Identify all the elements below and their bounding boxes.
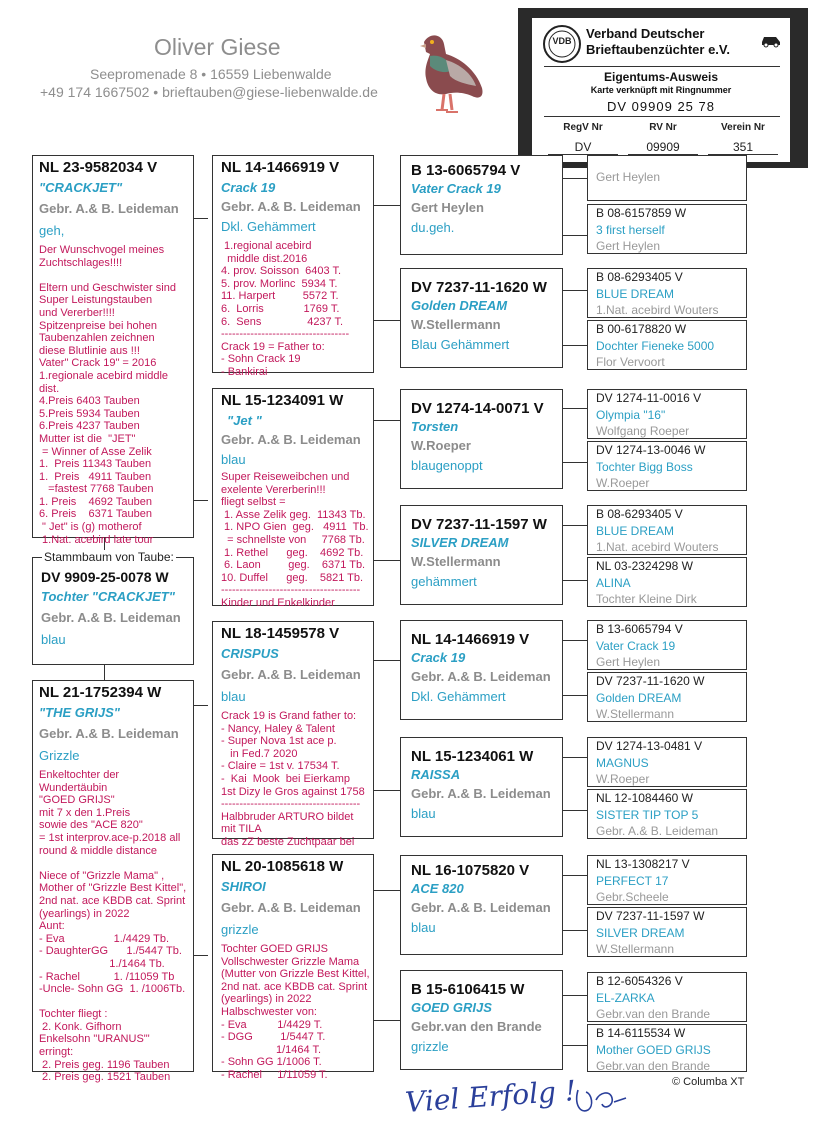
g4-name: EL-ZARKA — [596, 991, 655, 1005]
g4-name: Tochter Bigg Boss — [596, 460, 693, 474]
father-box — [32, 155, 194, 546]
g3-color: blaugenoppt — [411, 458, 483, 473]
mf-name: CRISPUS — [221, 646, 279, 661]
pigeon-image — [410, 30, 488, 125]
subject-color: blau — [41, 632, 66, 647]
g3-color: du.geh. — [411, 220, 455, 235]
g3-ring: B 15-6106415 W — [411, 981, 525, 998]
g3-breeder: W.Stellermann — [411, 554, 501, 569]
g4-name: PERFECT 17 — [596, 874, 669, 888]
g3-box-1 — [400, 268, 563, 368]
mm-color: grizzle — [221, 922, 259, 937]
g3-name: Vater Crack 19 — [411, 181, 501, 196]
fm-notes: Super Reiseweibchen und exelente Vererberin!!! fliegt selbst = 1. Asse Zelik geg. 11343 Tb. 1. NPO Gien geg. 4911 Tb. = schnellste von 7768 Tb. 1. Rethel geg. 4692 Tb. 6. Laon geg. 6371 Tb. 10. Duffel geg. 5821 Tb. -------------------------------------- Kinder und Enkelkinder — [221, 471, 369, 609]
g4-ring: DV 1274-13-0481 V — [596, 739, 703, 753]
signature-scribble — [570, 1080, 630, 1120]
g4-name: ALINA — [596, 576, 631, 590]
g4-box-13 — [587, 907, 747, 957]
g3-breeder: Gebr. A.& B. Leideman — [411, 669, 551, 684]
g3-ring: DV 1274-14-0071 V — [411, 400, 544, 417]
card-col2-label: RV Nr — [649, 122, 677, 133]
g3-color: grizzle — [411, 1039, 449, 1054]
mm-notes: Tochter GOED GRIJS Vollschwester Grizzle Mama (Mutter von Grizzle Best Kittel, 2nd nat. ace KBDB cat. Sprint (yearlings) in 2022 Halbschwester von: - Eva 1/4429 T. - DGG 1/5447 T. 1/1464 T. - Sohn GG 1/1006 T. - Rachel 1/11059 T. — [221, 943, 370, 1081]
g4-breeder: Tochter Kleine Dirk — [596, 592, 697, 606]
fm-breeder: Gebr. A.& B. Leideman — [221, 432, 361, 447]
g3-color: Blau Gehämmert — [411, 337, 510, 352]
mf-ring: NL 18-1459578 V — [221, 625, 340, 642]
subject-box — [32, 557, 194, 665]
card-org-line2: Brieftaubenzüchter e.V. — [586, 42, 731, 57]
ff-notes: 1.regional acebird middle dist.2016 4. prov. Soisson 6403 T. 5. prov. Morlinc 5934 T. 11. Harpert 5572 T. 6. Lorris 1769 T. 6. Sens 4237 T. ----------------------------------- Crack 19 = Father to: - Sohn Crack 19 - Bankirai — [221, 240, 350, 378]
g4-box-3 — [587, 320, 747, 370]
mother-box — [32, 680, 194, 1084]
g3-ring: NL 16-1075820 V — [411, 862, 530, 879]
g4-ring: DV 1274-13-0046 W — [596, 443, 706, 457]
g4-breeder: W.Roeper — [596, 476, 650, 490]
g4-breeder: 1.Nat. acebird Wouters — [596, 540, 719, 554]
g3-name: SILVER DREAM — [411, 535, 509, 550]
g4-box-15 — [587, 1024, 747, 1072]
g3-box-4 — [400, 620, 563, 720]
mother-color: Grizzle — [39, 748, 80, 763]
card-col3-label: Verein Nr — [721, 122, 765, 133]
g4-name: 3 first herself — [596, 223, 665, 237]
g4-box-9 — [587, 672, 747, 722]
g4-ring: B 13-6065794 V — [596, 622, 683, 636]
g4-box-12 — [587, 855, 747, 905]
father-breeder: Gebr. A.& B. Leideman — [39, 201, 179, 216]
g4-box-6 — [587, 505, 747, 555]
card-ring-number: DV 09909 25 78 — [607, 99, 715, 114]
breeder-contact: +49 174 1667502 • brieftauben@giese-liebenwalde.de — [40, 84, 378, 100]
g4-breeder: W.Roeper — [596, 772, 650, 786]
g3-color: blau — [411, 806, 436, 821]
g4-name: Vater Crack 19 — [596, 639, 676, 653]
g4-breeder: Flor Vervoort — [596, 355, 665, 369]
g4-box-14 — [587, 972, 747, 1022]
g3-breeder: Gebr.van den Brande — [411, 1019, 542, 1034]
father-ring: NL 23-9582034 V — [39, 159, 158, 176]
g3-ring: DV 7237-11-1620 W — [411, 279, 547, 296]
fm-ring: NL 15-1234091 W — [221, 392, 344, 409]
g3-color: gehämmert — [411, 574, 477, 589]
fm-color: blau — [221, 452, 246, 467]
father-color: geh, — [39, 223, 65, 238]
g4-ring: B 14-6115534 W — [596, 1026, 686, 1040]
g4-box-8 — [587, 620, 747, 670]
g4-breeder: Gert Heylen — [596, 170, 661, 184]
g4-breeder: Gert Heylen — [596, 239, 661, 253]
g4-ring: DV 1274-11-0016 V — [596, 391, 702, 405]
g4-name: Olympia "16" — [596, 408, 666, 422]
father-name: "CRACKJET" — [39, 180, 123, 195]
g4-name: SISTER TIP TOP 5 — [596, 808, 699, 822]
g4-ring: NL 12-1084460 W — [596, 791, 693, 805]
g4-box-0 — [587, 155, 747, 201]
g3-name: RAISSA — [411, 767, 461, 782]
g3-ring: DV 7237-11-1597 W — [411, 516, 547, 533]
g4-name: Mother GOED GRIJS — [596, 1043, 711, 1057]
g4-ring: B 00-6178820 W — [596, 322, 687, 336]
breeder-name: Oliver Giese — [154, 34, 281, 60]
mother-breeder: Gebr. A.& B. Leideman — [39, 726, 179, 741]
g3-color: Dkl. Gehämmert — [411, 689, 506, 704]
g3-box-7 — [400, 970, 563, 1070]
g3-breeder: Gebr. A.& B. Leideman — [411, 786, 551, 801]
g3-color: blau — [411, 920, 436, 935]
car-icon — [760, 32, 782, 48]
g4-breeder: W.Stellermann — [596, 707, 675, 721]
mother-ring: NL 21-1752394 W — [39, 684, 162, 701]
g4-breeder: Gebr.van den Brande — [596, 1007, 711, 1021]
g3-name: Torsten — [411, 419, 459, 434]
g4-box-10 — [587, 737, 747, 787]
card-col1-label: RegV Nr — [563, 122, 603, 133]
g3-breeder: Gert Heylen — [411, 200, 484, 215]
g3-ring: NL 15-1234061 W — [411, 748, 534, 765]
ff-ring: NL 14-1466919 V — [221, 159, 340, 176]
g4-ring: B 12-6054326 V — [596, 974, 683, 988]
fm-box — [212, 388, 374, 609]
g4-name: BLUE DREAM — [596, 287, 675, 301]
g4-ring: DV 7237-11-1597 W — [596, 909, 705, 923]
g3-breeder: W.Roeper — [411, 438, 471, 453]
subject-breeder: Gebr. A.& B. Leideman — [41, 610, 181, 625]
g4-ring: B 08-6293405 V — [596, 507, 683, 521]
father-notes: Der Wunschvogel meines Zuchtschlages!!!! Eltern und Geschwister sind Super Leistungstauben und Vererber!!!! Spitzenpreise bei hohen Taubenzahlen zeichnen diese Blutlinie aus !!! Vater" Crack 19" = 2016 1.regionale acebird middle dist. 4.Preis 6403 Tauben 5.Preis 5934 Tauben 6.Preis 4237 Tauben Mutter ist die "JET" = Winner of Asse Zelik 1. Preis 11343 Tauben 1. Preis 4911 Tauben =fastest 7768 Tauben 1. Preis 4692 Tauben 6. Preis 6371 Tauben " Jet" is (g) motherof 1.Nat. acebird late tour — [39, 244, 176, 546]
g4-breeder: Gebr.Scheele — [596, 890, 669, 904]
mm-breeder: Gebr. A.& B. Leideman — [221, 900, 361, 915]
signature: Viel Erfolg ! — [404, 1074, 578, 1119]
mf-breeder: Gebr. A.& B. Leideman — [221, 667, 361, 682]
g3-box-5 — [400, 737, 563, 837]
ff-name: Crack 19 — [221, 180, 276, 195]
g3-name: Crack 19 — [411, 650, 466, 665]
g3-breeder: W.Stellermann — [411, 317, 501, 332]
g4-breeder: Gebr.van den Brande — [596, 1059, 711, 1073]
card-title: Eigentums-Ausweis — [603, 70, 719, 84]
card-col1-value: DV — [548, 140, 618, 155]
mf-box — [212, 621, 374, 848]
g4-box-11 — [587, 789, 747, 839]
g4-box-5 — [587, 441, 747, 491]
breeder-address: Seepromenade 8 • 16559 Liebenwalde — [90, 66, 332, 82]
mm-box — [212, 854, 374, 1081]
subject-name: Tochter "CRACKJET" — [41, 589, 175, 604]
card-subtitle: Karte verknüpft mit Ringnummer — [590, 85, 732, 95]
g4-box-4 — [587, 389, 747, 439]
g4-breeder: 1.Nat. acebird Wouters — [596, 303, 719, 317]
ff-breeder: Gebr. A.& B. Leideman — [221, 199, 361, 214]
g3-name: GOED GRIJS — [411, 1000, 492, 1015]
mm-ring: NL 20-1085618 W — [221, 858, 344, 875]
g4-ring: NL 13-1308217 V — [596, 857, 690, 871]
g3-box-3 — [400, 505, 563, 605]
mm-name: SHIROI — [221, 879, 266, 894]
g3-ring: B 13-6065794 V — [411, 162, 521, 179]
g4-ring: B 08-6157859 W — [596, 206, 687, 220]
ff-box — [212, 155, 374, 378]
vdb-logo-text: VDB — [552, 36, 572, 46]
g4-name: Dochter Fieneke 5000 — [596, 339, 715, 353]
g4-ring: NL 03-2324298 W — [596, 559, 693, 573]
g3-ring: NL 14-1466919 V — [411, 631, 530, 648]
g4-box-2 — [587, 268, 747, 318]
g3-name: ACE 820 — [411, 881, 464, 896]
g4-breeder: Gert Heylen — [596, 655, 661, 669]
g3-name: Golden DREAM — [411, 298, 508, 313]
mf-notes: Crack 19 is Grand father to: - Nancy, Haley & Talent - Super Nova 1st ace p. in Fed.7 2020 - Claire = 1st v. 17534 T. - Kai Mook bei Eierkamp 1st Dizy le Gros against 1758 -------------------------------------- Halbbruder ARTURO bildet mit TILA das zZ beste Zuchtpaar bei — [221, 710, 365, 848]
ownership-card — [518, 8, 808, 168]
g4-name: BLUE DREAM — [596, 524, 675, 538]
g4-breeder: Wolfgang Roeper — [596, 424, 690, 438]
g4-ring: DV 7237-11-1620 W — [596, 674, 705, 688]
fm-name: "Jet " — [227, 413, 262, 428]
mf-color: blau — [221, 689, 246, 704]
mother-notes: Enkeltochter der Wundertäubin "GOED GRIJS" mit 7 x den 1.Preis sowie des "ACE 820" = 1st interprov.ace-p.2018 all round & middle distance Niece of "Grizzle Mama" , Mother of "Grizzle Best Kittel", 2nd nat. ace KBDB cat. Sprint (yearlings) in 2022 Aunt: - Eva 1./4429 Tb. - DaughterGG 1./5447 Tb. 1./1464 Tb. - Rachel 1. /11059 Tb -Uncle- Sohn GG 1. /1006Tb. Tochter fliegt : 2. Konk. Gifhorn Enkelsohn "URANUS"' erringt: 2. Preis geg. 1196 Tauben 2. Preis geg. 1521 Tauben — [39, 769, 187, 1084]
g3-box-0 — [400, 155, 563, 255]
subject-ring: DV 9909-25-0078 W — [41, 569, 169, 585]
card-col2-value: 09909 — [628, 140, 698, 155]
g4-box-1 — [587, 204, 747, 254]
g4-name: MAGNUS — [596, 756, 649, 770]
g4-breeder: W.Stellermann — [596, 942, 675, 956]
g3-box-6 — [400, 855, 563, 955]
g4-name: SILVER DREAM — [596, 926, 685, 940]
g4-name: Golden DREAM — [596, 691, 682, 705]
card-org-line1: Verband Deutscher — [586, 26, 705, 41]
stammbaum-label: Stammbaum von Taube: — [44, 550, 174, 564]
g3-box-2 — [400, 389, 563, 489]
g3-breeder: Gebr. A.& B. Leideman — [411, 900, 551, 915]
copyright: © Columba XT — [672, 1076, 745, 1088]
card-col3-value: 351 — [708, 140, 778, 155]
g4-ring: B 08-6293405 V — [596, 270, 683, 284]
g4-breeder: Gebr. A.& B. Leideman — [596, 824, 719, 838]
mother-name: "THE GRIJS" — [39, 705, 120, 720]
ff-color: Dkl. Gehämmert — [221, 219, 316, 234]
g4-box-7 — [587, 557, 747, 607]
